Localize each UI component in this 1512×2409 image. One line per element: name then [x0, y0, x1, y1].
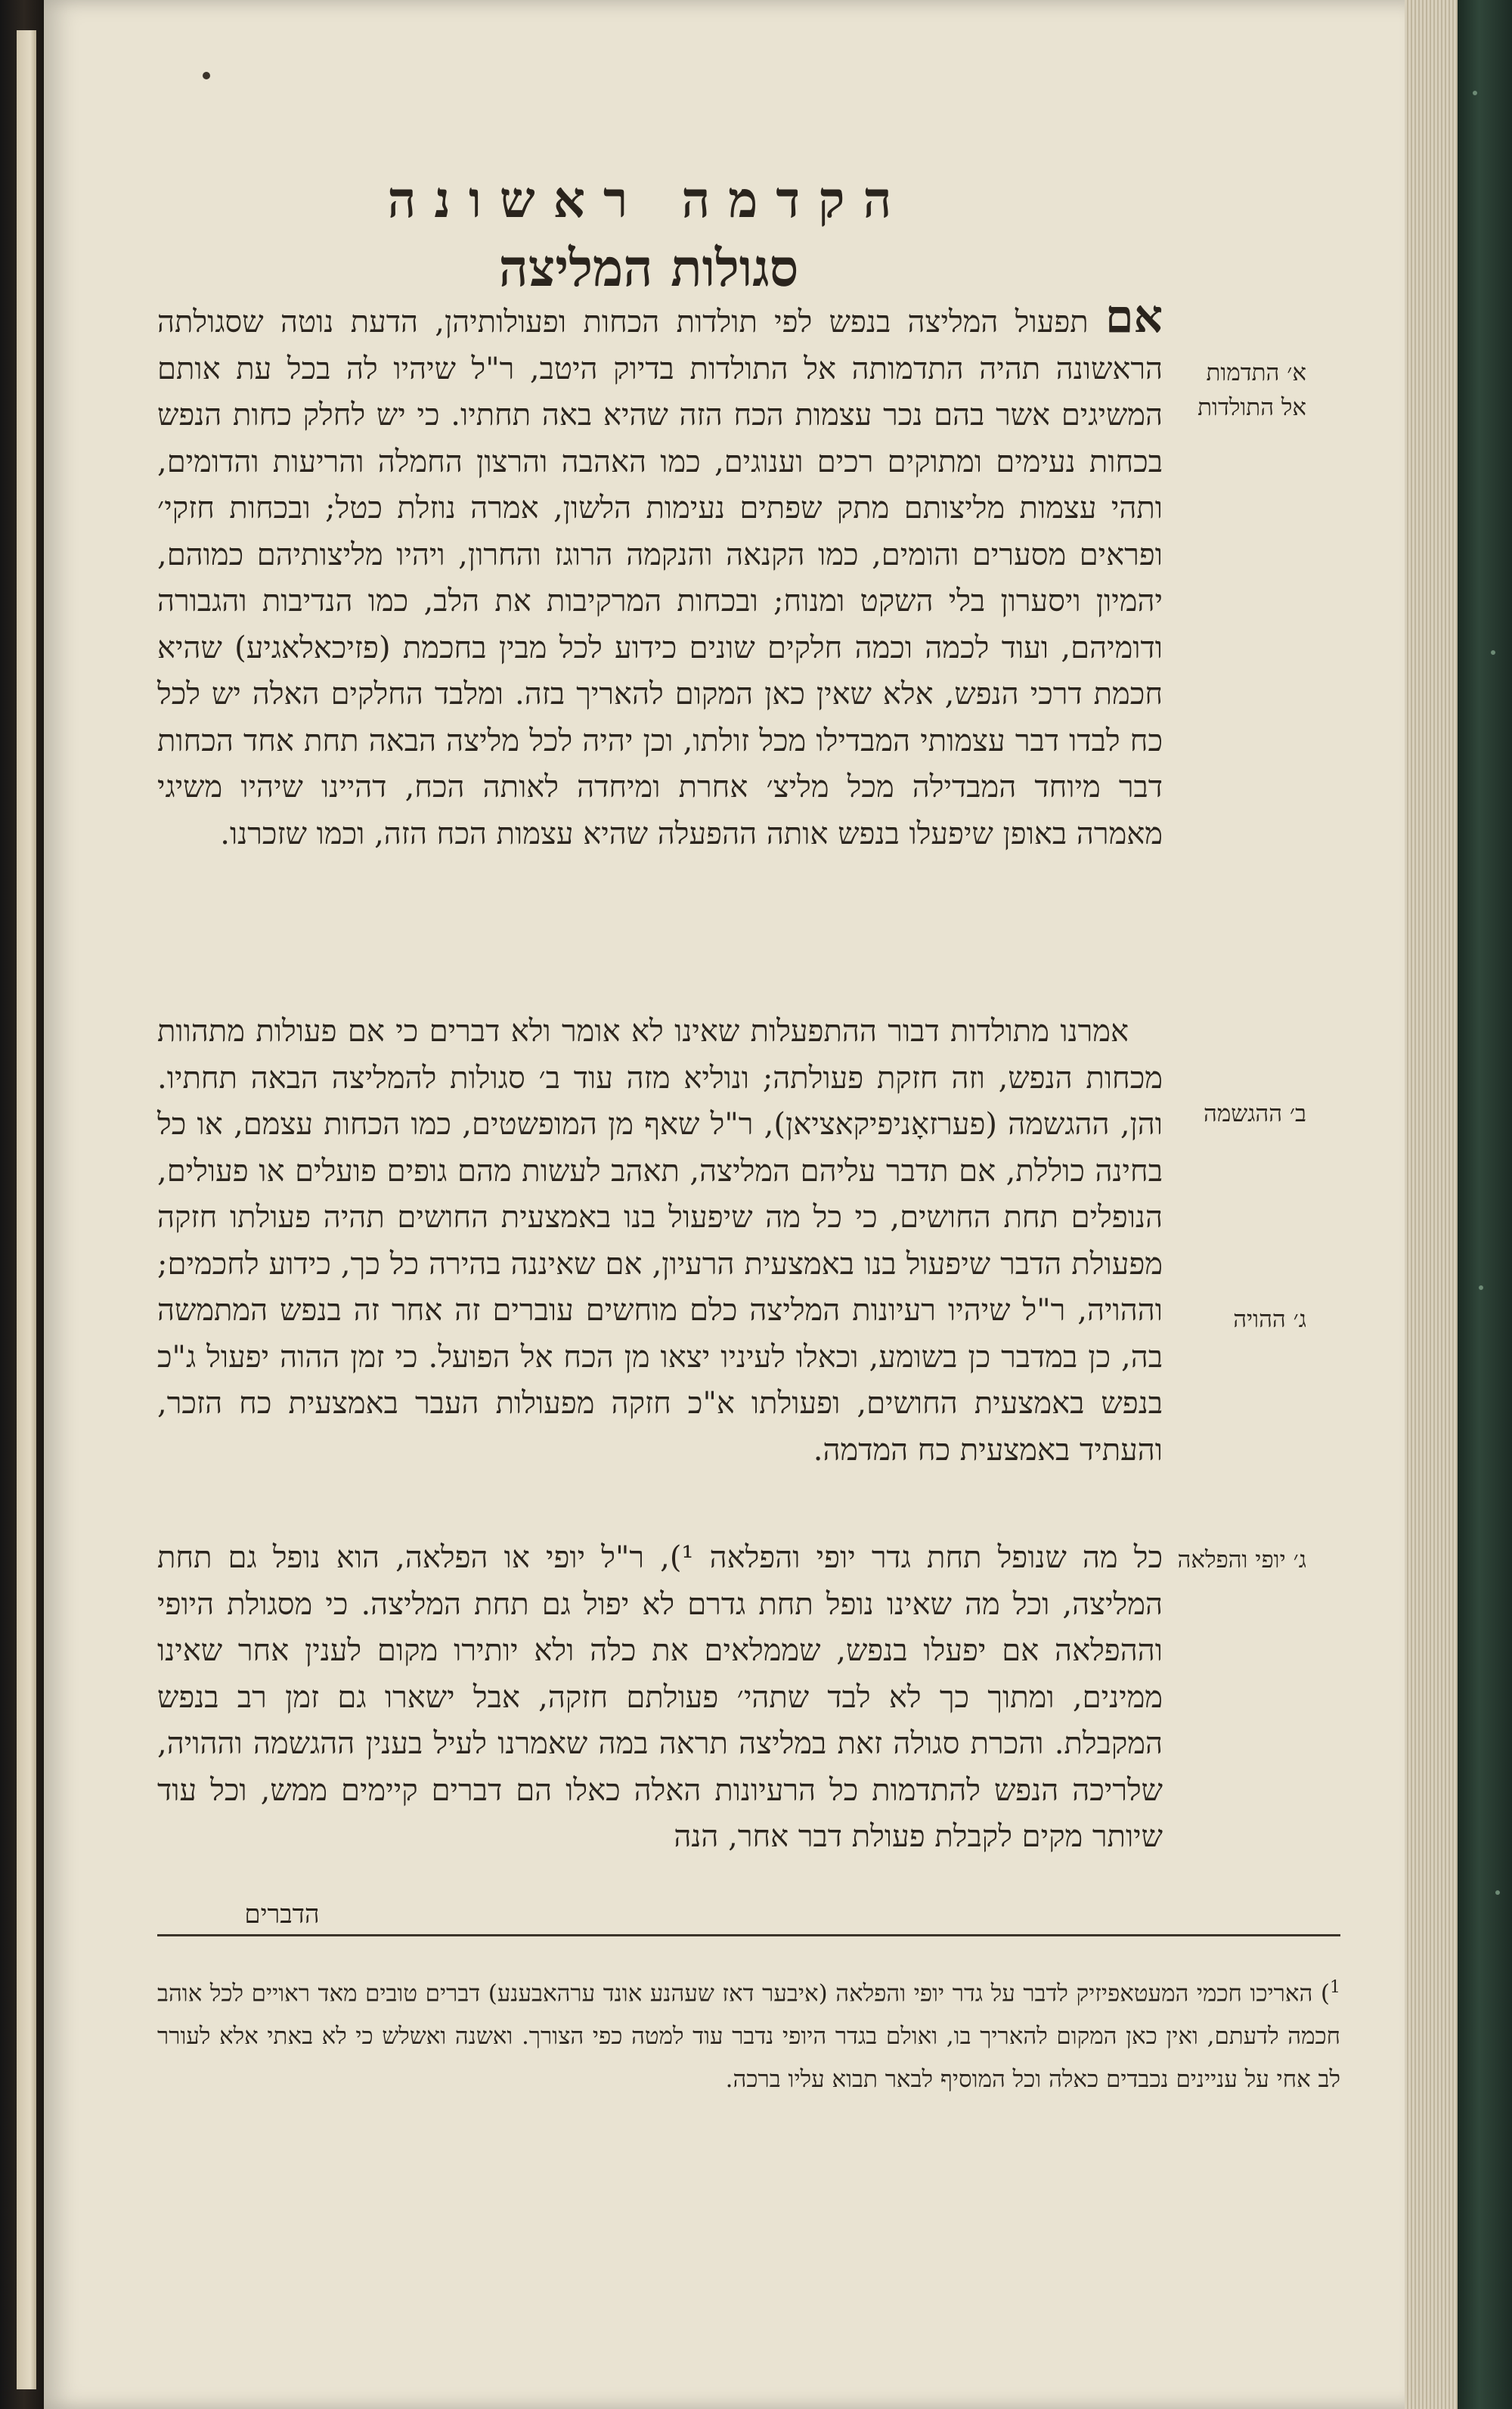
left-page-edge — [17, 30, 36, 2389]
book-page — [44, 0, 1420, 2409]
cover-speck — [1491, 650, 1495, 655]
cover-speck — [1473, 91, 1477, 95]
cover-speck — [1495, 1890, 1500, 1895]
page-heading: הקדמה ראשונה — [387, 170, 910, 229]
paragraph-3: כל מה שנופל תחת גדר יופי והפלאה ¹), ר"ל יופי או הפלאה, הוא נופל גם תחת המליצה, וכל מה שאינו נופל תחת גדרם לא יפול גם תחת המליצה. כי מסגולת היופי וההפלאה אם יפעלו בנפש, שממלאים את כלה ולא יותירו מקום לענין אחר שאינו ממינים, ומתוך כך לא לבד שתהי׳ פעולתם חזקה, אבל ישארו גם זמן רב בנפש המקבלת. והכרת סגולה זאת במליצה תראה במה שאמרנו לעיל בענין ההגשמה וההויה, שלריכה הנפש להתדמות כל הרעיונות האלה כאלו הם דברים קיימים ממש, וכל עוד שיותר מקים לקבלת פעולת דבר אחר, הנה — [157, 1540, 1163, 1854]
margin-note-present: ג׳ ההויה — [1233, 1306, 1306, 1333]
paragraph-1 — [157, 290, 1163, 857]
margin-note-similarity: א׳ התדמות אל התולדות — [1198, 359, 1306, 421]
margin-note-beauty: ג׳ יופי והפלאה — [1177, 1546, 1306, 1573]
paragraph-1-text: תפעול המליצה בנפש לפי תולדות הכחות ופעולותיהן, הדעת נוטה שסגולתה הראשונה תהיה התדמותה אל התולדות בדיוק היטב, ר"ל שיהיו לה בכל עת אותם המשיגים אשר בהם נכר עצמות הכח הזה שהיא באה תחתיו. כי יש לחלק כחות הנפש בכחות נעימים ומתוקים רכים וענוגים, כמו האהבה והרצון החמלה והריעות והדומים, ותהי עצמות מליצותם מתק שפתים נעימות הלשון, אמרה נוזלת כטל; ובכחות חזקי׳ ופראים מסערים והומים, כמו הקנאה והנקמה הרוגז והחרון, ויהיו מליצותיהם כמוהם, יהמיון ויסערון בלי השקט ומנוח; ובכחות המרקיבות את הלב, כמו הנדיבות והגבורה ודומיהם, ועוד לכמה וכמה חלקים שונים כידוע לכל מבין בחכמת (פזיכאלאגיע) שהיא חכמת דרכי הנפש, אלא שאין כאן המקום להאריך בזה. ומלבד החלקים האלה יש לכל כח לבדו דבר עצמותי המבדילו מכל זולתו, וכן יהיה לכל מליצה הבאה תחת אחד הכחות דבר מיוחד המבדילה מכל מליצ׳ אחרת ומיחדה לאותה הכח, דהיינו שיהיו משיגי מאמרה באופן שיפעלו בנפש אותה ההפעלה שהיא עצמות הכח הזה, וכמו שזכרנו. — [157, 305, 1163, 851]
catchword: הדברים — [244, 1899, 320, 1930]
ink-dot — [203, 72, 210, 79]
footnote-mark: 1 — [1330, 1978, 1340, 1997]
drop-cap-word: אם — [1105, 290, 1163, 343]
footnote-divider — [157, 1934, 1340, 1936]
footnote-text: האריכו חכמי המעטאפיזיק לדבר על גדר יופי והפלאה (איבער דאז שעהנע אונד ערהאבענע) דברים טובים מאד ראויים לכל אוהב חכמה לדעתם, ואין כאן המקום להאריך בו, ואולם בגדר היופי נדבר עוד למטה כפי הצורך. ואשנה ואשלש כי לא באתי אלא לעורר לב אחי על עניינים נכבדים כאלה וכל המוסיף לבאר תבוא עליו ברכה. — [157, 1980, 1340, 2094]
right-cover — [1458, 0, 1512, 2409]
paragraph-2: אמרנו מתולדות דבור ההתפעלות שאינו לא אומר ולא דברים כי אם פעולות מתהוות מכחות הנפש, וזה חזקת פעולתה; ונוליא מזה עוד ב׳ סגולות להמליצה הבאה תחתיו. והן, ההגשמה (פערזאָניפיקאציאן), ר"ל שאף מן המופשטים, כמו הכחות עצמם, או כל בחינה כוללת, אם תדבר עליהם המליצה, תאהב לעשות מהם גופים פועלים או פעולים, הנופלים תחת החושים, כי כל מה שיפעול בנו באמצעית החושים תהיה פעולתו חזקה מפעולת הדבר שיפעול בנו באמצעית הרעיון, אם שאיננה בהירה כל כך, כידוע לחכמים; וההויה, ר"ל שיהיו רעיונות המליצה כלם מוחשים עוברים זה אחר זה בנפש המתמשה בה, כן במדבר כן בשומע, וכאלו לעיניו יצאו מן הכח אל הפועל. כי זמן ההוה יפעול ג"כ בנפש באמצעית החושים, ופעולתו א"כ חזקה מפעולות העבר באמצעית כח הזכר, והעתיד באמצעית כח המדמה. — [157, 1014, 1163, 1468]
page-fore-edge — [1405, 0, 1458, 2409]
cover-speck — [1479, 1285, 1483, 1290]
margin-note-embodiment: ב׳ ההגשמה — [1203, 1100, 1306, 1127]
page-subheading: סגולות המליצה — [498, 238, 799, 299]
footnote: $^1$) האריכו חכמי המעטאפיזיק לדבר על גדר יופי והפלאה (איבער דאז שעהנע אונד ערהאבענע) דברים טובים מאד ראויים לכל אוהב חכמה לדעתם, ואין כאן המקום להאריך בו, ואולם בגדר היופי נדבר עוד למטה כפי הצורך. ואשנה ואשלש כי לא באתי אלא לעורר לב אחי על עניינים נכבדים כאלה וכל המוסיף לבאר תבוא עליו ברכה. — [157, 1978, 1340, 2094]
